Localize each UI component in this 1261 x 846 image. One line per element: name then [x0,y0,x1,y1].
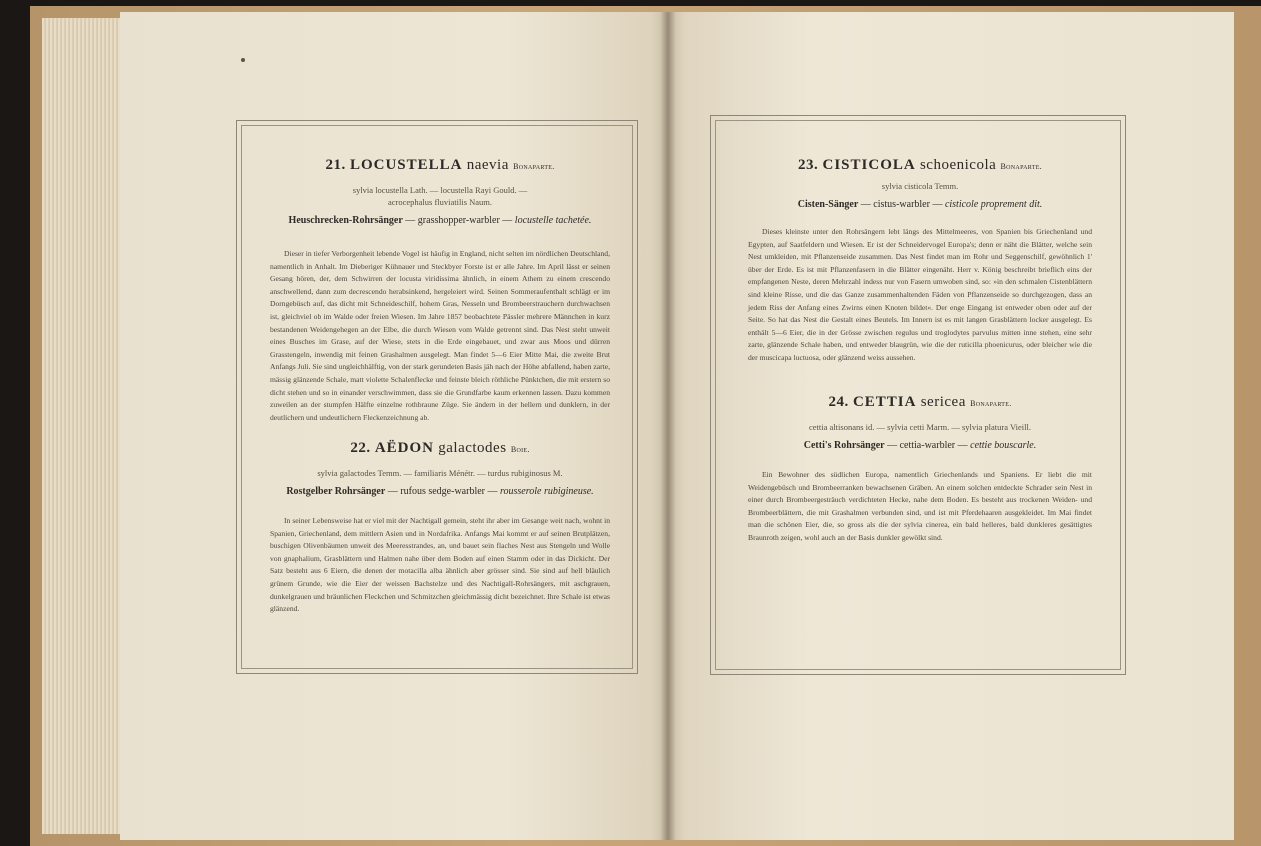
genus-name: CISTICOLA [822,157,916,173]
french-name: rousserole rubigineuse. [499,486,594,497]
entry-text: Dieser in tiefer Verborgenheit lebende Vogel ist häufig in England, nicht selten im nördlichen Deutschland, namentlich in Anhalt. Im Dieberiger Kühnauer und Steckbyer Forste ist er alle Jahre. Im April lässt er seinen Gesang hören, der, dem Schwirren der locusta viridissima ähnlich, in einem Athem zu einem crescendo anschwellend, dann zum decrescendo herabsinkend, hergeleiert wird. Seinen Sommeraufenthalt schlägt er im Dorngebüsch auf, das dicht mit Schneideschilf, hohem Gras, Nesseln und Brombeerstrauchern durchwachsen ist, gleichviel ob im Walde oder freien Wiesen. Im Jahre 1857 beobachtete Pässler mehrere Männchen in kurz bestandenen Weidengehegen an der Elbe, die durch Wiesen vom Walde getrennt sind. Das Nest steht unweit eines Busches im Grase, auf der Wiese, stets in die Erde eingebauet, und zwar aus Moos und dürren Grasstengeln, inwendig mit feinen Grashalmen ausgelegt. Man findet 5—6 Eier Mitte Mai, die zweite Brut Anfangs Juli. Sie sind ungleichhälftig, von der stark gerundeten Basis jäh nach der Höhe abfallend, haben zarte, mässig glänzende Schale, matt violette Schalenflecke und feinste bleich röthliche Pünktchen, die mit erstern so dicht stehen und so in einander verschwimmen, dass sie die Grundfarbe kaum erkennen lassen. Dazu kommen zuweilen an der stumpfen Hälfte einzelne rothbraune Züge. Sie ändern in der hellern und dunklern, in der deutlichern und undeutlichern Fleckenzeichnung ab. [270,249,610,422]
entry-number: 21. [325,157,346,173]
entry-title [748,394,1092,411]
english-name: — cistus-warbler — [860,199,943,210]
species-name: sericea [920,394,966,410]
entry-cettia [748,394,1092,545]
synonyms: sylvia galactodes Temm. — familiaris Ménétr. — turdus rubiginosus M. [317,468,563,478]
common-names [270,486,610,497]
entry-locustella [270,157,610,424]
page-mark [241,58,245,62]
german-name: Cisten-Sänger [797,199,859,210]
synonyms: sylvia locustella Lath. — locustella Rayi Gould. — acrocephalus fluviatilis Naum. [352,185,528,207]
entry-number: 24. [828,394,849,410]
species-name: naevia [466,157,509,173]
authority: Bonaparte. [513,162,555,171]
entry-text: In seiner Lebensweise hat er viel mit der Nachtigall gemein, steht ihr aber im Gesange weit nach, wohnt in Spanien, Griechenland, dem mittlern Asien und in Nordafrika. Anfangs Mai kommt er auf seinen Brutplätzen, buschigen Olivenbäumen unweit des Meeresstrandes, an, und bauet sein flaches Nest aus Stengeln und Wolle von gnaphalium, Grasblättern und Halmen nahe über dem Boden auf einen Stamm oder in das Dickicht. Der Satz besteht aus 6 Eiern, die denen der motacilla alba ähnlich aber grösser sind. Sie sind auf hell bläulich grünem Grunde, wie die Eier der weissen Bachstelze und des Nachtigall-Rohrsängers, mit aschgrauen, dunkelgrauen und bräunlichen Fleckchen und Schmitzchen gleichmässig dicht bezeichnet. Ihre Schale ist etwas glänzend. [270,516,610,614]
french-name: cisticole proprement dit. [944,199,1043,210]
entry-title [748,157,1092,174]
english-name: — cettia-warbler — [887,440,968,451]
german-name: Rostgelber Rohrsänger [286,486,386,497]
german-name: Heuschrecken-Rohrsänger [288,215,403,226]
common-names [748,199,1092,210]
authority: Bonaparte. [1000,162,1042,171]
synonyms: sylvia cisticola Temm. [881,181,959,191]
synonyms: cettia altisonans id. — sylvia cetti Marm. — sylvia platura Vieill. [809,422,1031,432]
english-name: — rufous sedge-warbler — [387,486,498,497]
authority: Bonaparte. [970,399,1012,408]
page-edges [42,18,132,834]
genus-name: AËDON [374,440,434,456]
species-name: galactodes [438,440,507,456]
book-gutter [660,12,676,840]
left-page [120,12,668,840]
right-page [668,12,1234,840]
french-name: locustelle tachetée. [514,215,592,226]
common-names [748,440,1092,451]
entry-text: Ein Bewohner des südlichen Europa, namentlich Griechenlands und Spaniens. Er liebt die mit Weidengebüsch und Brombeerranken bewachsenen Gräben. An einem solchen entdeckte Schrader sein Nest in einer durch Brombeergesträuch verdichteten Hecke, nahe dem Boden. Es besteht aus trockenen Weiden- und Brombeerblättern, die mit Grashalmen verbunden sind, und ist mit Pferdehaaren ausgekleidet. Im Mai findet man die schönen Eier, die, so gross als die der sylvia cinerea, ein bald helleres, bald dunkleres gesättigtes Braunroth zeigen, wohl auch an der Basis dunkler gewölkt sind. [748,470,1092,542]
french-name: cettie bouscarle. [970,440,1037,451]
genus-name: CETTIA [852,394,917,410]
german-name: Cetti's Rohrsänger [803,440,885,451]
common-names [270,215,610,226]
entry-number: 22. [350,440,371,456]
entry-title [270,157,610,174]
entry-title [270,440,610,457]
entry-aedon [270,440,610,616]
authority: Boie. [510,445,530,454]
genus-name: LOCUSTELLA [349,157,463,173]
species-name: schoenicola [919,157,997,173]
english-name: — grasshopper-warbler — [405,215,513,226]
entry-number: 23. [798,157,819,173]
entry-text: Dieses kleinste unter den Rohrsängern lebt längs des Mittelmeeres, von Spanien bis Griechenland und Egypten, auf Saatfeldern und Wiesen. Er ist der Schneidervogel Europa's; denn er näht die Blätter, welche sein Nest umkleiden, mit Pflanzenseide zusammen. Das Nest findet man im Rohr und Seggenschilf, gewöhnlich 1' über der Erde. Es ist mit Pflanzenfasern in die Blätter eingenäht. Herr v. König beschreibt brieflich eins der empfangenen Neste, deren Mehrzahl indess nur von Fasern umwoben sind, so: »in den schmalen Cistenblättern sind kleine Risse, und die das Ganze zusammenhaltenden Fäden von Pflanzenseide so durchgezogen, dass an jedem Riss der Anfang eines Zwirns einen Knoten bildet«. Der enge Eingang ist entweder oben oder auf der Seite. So hat das Nest die Gestalt eines Beutels. Im Innern ist es mit langen Grasblättern locker ausgelegt. Es enthält 5—6 Eier, die in der Grösse zwischen regulus und troglodytes parvulus mitten inne stehen, eine sehr zarte, glänzende Schale haben, und entweder blaugrün, wie die der ruticilla phoenicurus, oder bleicher wie die der muscicapa luctuosa, oder glänzend weiss aussehen. [748,227,1092,362]
entry-cisticola [748,157,1092,365]
